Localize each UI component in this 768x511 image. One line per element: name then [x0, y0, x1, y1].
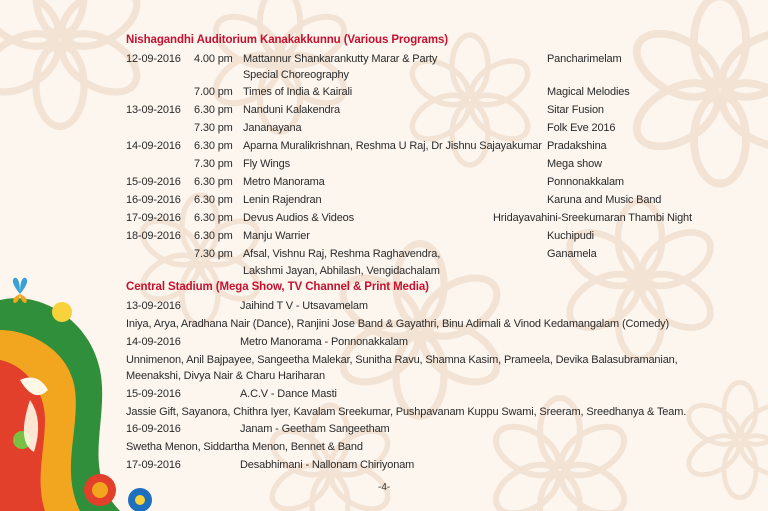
row-program: Karuna and Music Band [547, 194, 662, 206]
entry-performers: Jassie Gift, Sayanora, Chithra Iyer, Kavalam Sreekumar, Pushpavanam Kuppu Swami, Sreeram, Sreedhanya & Team. [126, 406, 687, 418]
row-time: 6.30 pm [194, 194, 233, 206]
row-time: 7.30 pm [194, 158, 233, 170]
row-program: Sitar Fusion [547, 104, 604, 116]
entry-performers: Iniya, Arya, Aradhana Nair (Dance), Ranjini Jose Band & Gayathri, Binu Adimali & Vinod Kedamangalam (Comedy) [126, 318, 670, 330]
row-artist: Special Choreography [243, 69, 349, 81]
row-time: 6.30 pm [194, 176, 233, 188]
row-date: 16-09-2016 [126, 194, 181, 206]
row-time: 6.30 pm [194, 104, 233, 116]
entry-date: 14-09-2016 [126, 336, 181, 348]
row-time: 4.00 pm [194, 53, 233, 65]
entry-date: 13-09-2016 [126, 300, 181, 312]
row-program: Pancharimelam [547, 53, 622, 65]
row-artist: Manju Warrier [243, 230, 310, 242]
row-time: 6.30 pm [194, 212, 233, 224]
row-program: Mega show [547, 158, 602, 170]
row-time: 7.30 pm [194, 122, 233, 134]
row-date: 15-09-2016 [126, 176, 181, 188]
row-program: Ponnonakkalam [547, 176, 624, 188]
row-date: 17-09-2016 [126, 212, 181, 224]
page-number: -4- [378, 482, 391, 493]
row-artist: Jananayana [243, 122, 302, 134]
entry-channel: Janam - Geetham Sangeetham [240, 423, 390, 435]
entry-date: 15-09-2016 [126, 388, 181, 400]
row-date: 12-09-2016 [126, 53, 181, 65]
row-artist: Aparna Muralikrishnan, Reshma U Raj, Dr Jishnu Sajayakumar [243, 140, 542, 152]
row-program: Magical Melodies [547, 86, 630, 98]
row-artist: Fly Wings [243, 158, 290, 170]
entry-channel: A.C.V - Dance Masti [240, 388, 337, 400]
row-date: 18-09-2016 [126, 230, 181, 242]
entry-performers: Meenakshi, Divya Nair & Charu Hariharan [126, 370, 325, 382]
entry-performers: Swetha Menon, Siddartha Menon, Bennet & Band [126, 441, 363, 453]
entry-performers: Unnimenon, Anil Bajpayee, Sangeetha Malekar, Sunitha Ravu, Shamna Kasim, Prameela, Devika Balasubramanian, [126, 354, 678, 366]
row-artist: Metro Manorama [243, 176, 325, 188]
row-time: 7.00 pm [194, 86, 233, 98]
entry-channel: Metro Manorama - Ponnonakkalam [240, 336, 408, 348]
row-artist: Lakshmi Jayan, Abhilash, Vengidachalam [243, 265, 440, 277]
entry-channel: Jaihind T V - Utsavamelam [240, 300, 368, 312]
row-program: Hridayavahini-Sreekumaran Thambi Night [493, 212, 692, 224]
row-program: Ganamela [547, 248, 597, 260]
nishagandhi-heading: Nishagandhi Auditorium Kanakakkunnu (Various Programs) [126, 34, 448, 46]
row-time: 6.30 pm [194, 140, 233, 152]
entry-date: 16-09-2016 [126, 423, 181, 435]
row-program: Kuchipudi [547, 230, 594, 242]
row-program: Pradakshina [547, 140, 607, 152]
row-program: Folk Eve 2016 [547, 122, 616, 134]
row-artist: Lenin Rajendran [243, 194, 322, 206]
row-date: 13-09-2016 [126, 104, 181, 116]
row-artist: Mattannur Shankarankutty Marar & Party [243, 53, 438, 65]
row-time: 7.30 pm [194, 248, 233, 260]
row-artist: Nanduni Kalakendra [243, 104, 340, 116]
entry-date: 17-09-2016 [126, 459, 181, 471]
row-artist: Devus Audios & Videos [243, 212, 354, 224]
central-stadium-heading: Central Stadium (Mega Show, TV Channel & Print Media) [126, 281, 429, 293]
row-time: 6.30 pm [194, 230, 233, 242]
entry-channel: Desabhimani - Nallonam Chiriyonam [240, 459, 415, 471]
row-artist: Afsal, Vishnu Raj, Reshma Raghavendra, [243, 248, 441, 260]
row-artist: Times of India & Kairali [243, 86, 353, 98]
row-date: 14-09-2016 [126, 140, 181, 152]
